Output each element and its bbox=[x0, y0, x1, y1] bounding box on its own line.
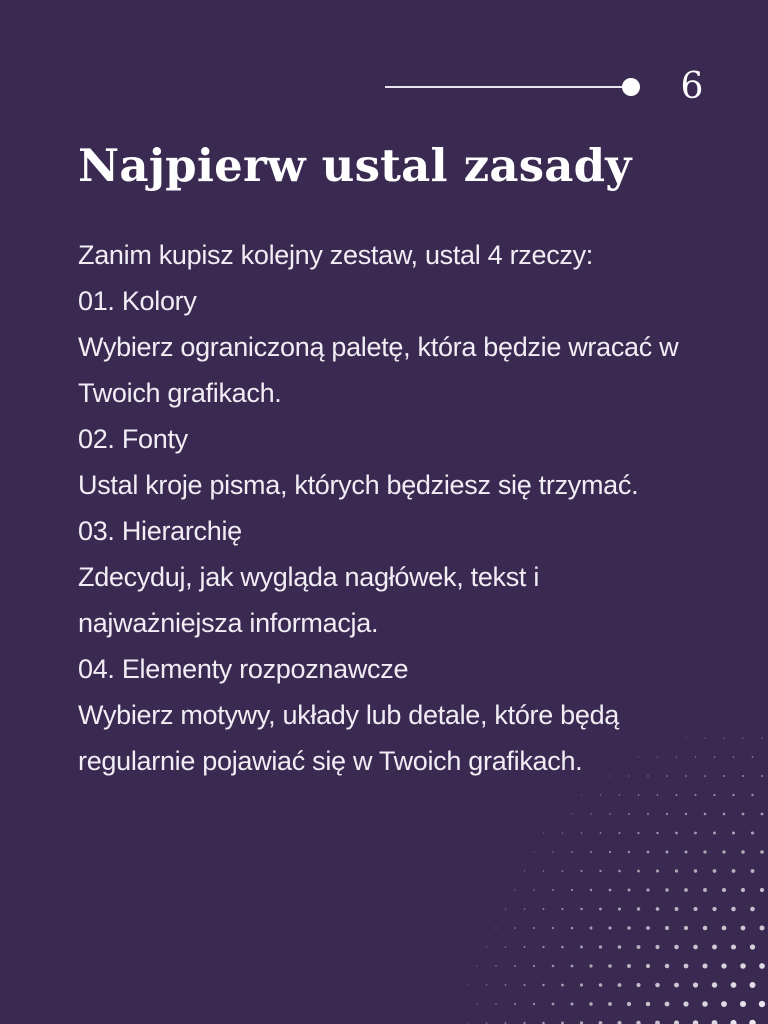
item-03-heading: 03. Hierarchię bbox=[78, 516, 242, 546]
item-02-heading: 02. Fonty bbox=[78, 424, 188, 454]
page-number: 6 bbox=[680, 66, 704, 107]
item-02-text: Ustal kroje pisma, których będziesz się trzymać. bbox=[78, 470, 639, 500]
item-04-heading: 04. Elementy rozpoznawcze bbox=[78, 654, 409, 684]
item-01-heading: 01. Kolory bbox=[78, 286, 197, 316]
item-04-text: Wybierz motywy, układy lub detale, które będą regularnie pojawiać się w Twoich grafikach. bbox=[78, 700, 620, 776]
item-03-text: Zdecyduj, jak wygląda nagłówek, tekst i najważniejsza informacja. bbox=[78, 562, 540, 638]
page-indicator-line bbox=[385, 86, 630, 88]
page-indicator-dot bbox=[622, 78, 640, 96]
slide-content bbox=[78, 232, 698, 784]
intro-text: Zanim kupisz kolejny zestaw, ustal 4 rzeczy: bbox=[78, 240, 594, 270]
slide-title: Najpierw ustal zasady bbox=[78, 139, 632, 192]
item-01-text: Wybierz ograniczoną paletę, która będzie wracać w Twoich grafikach. bbox=[78, 332, 679, 408]
